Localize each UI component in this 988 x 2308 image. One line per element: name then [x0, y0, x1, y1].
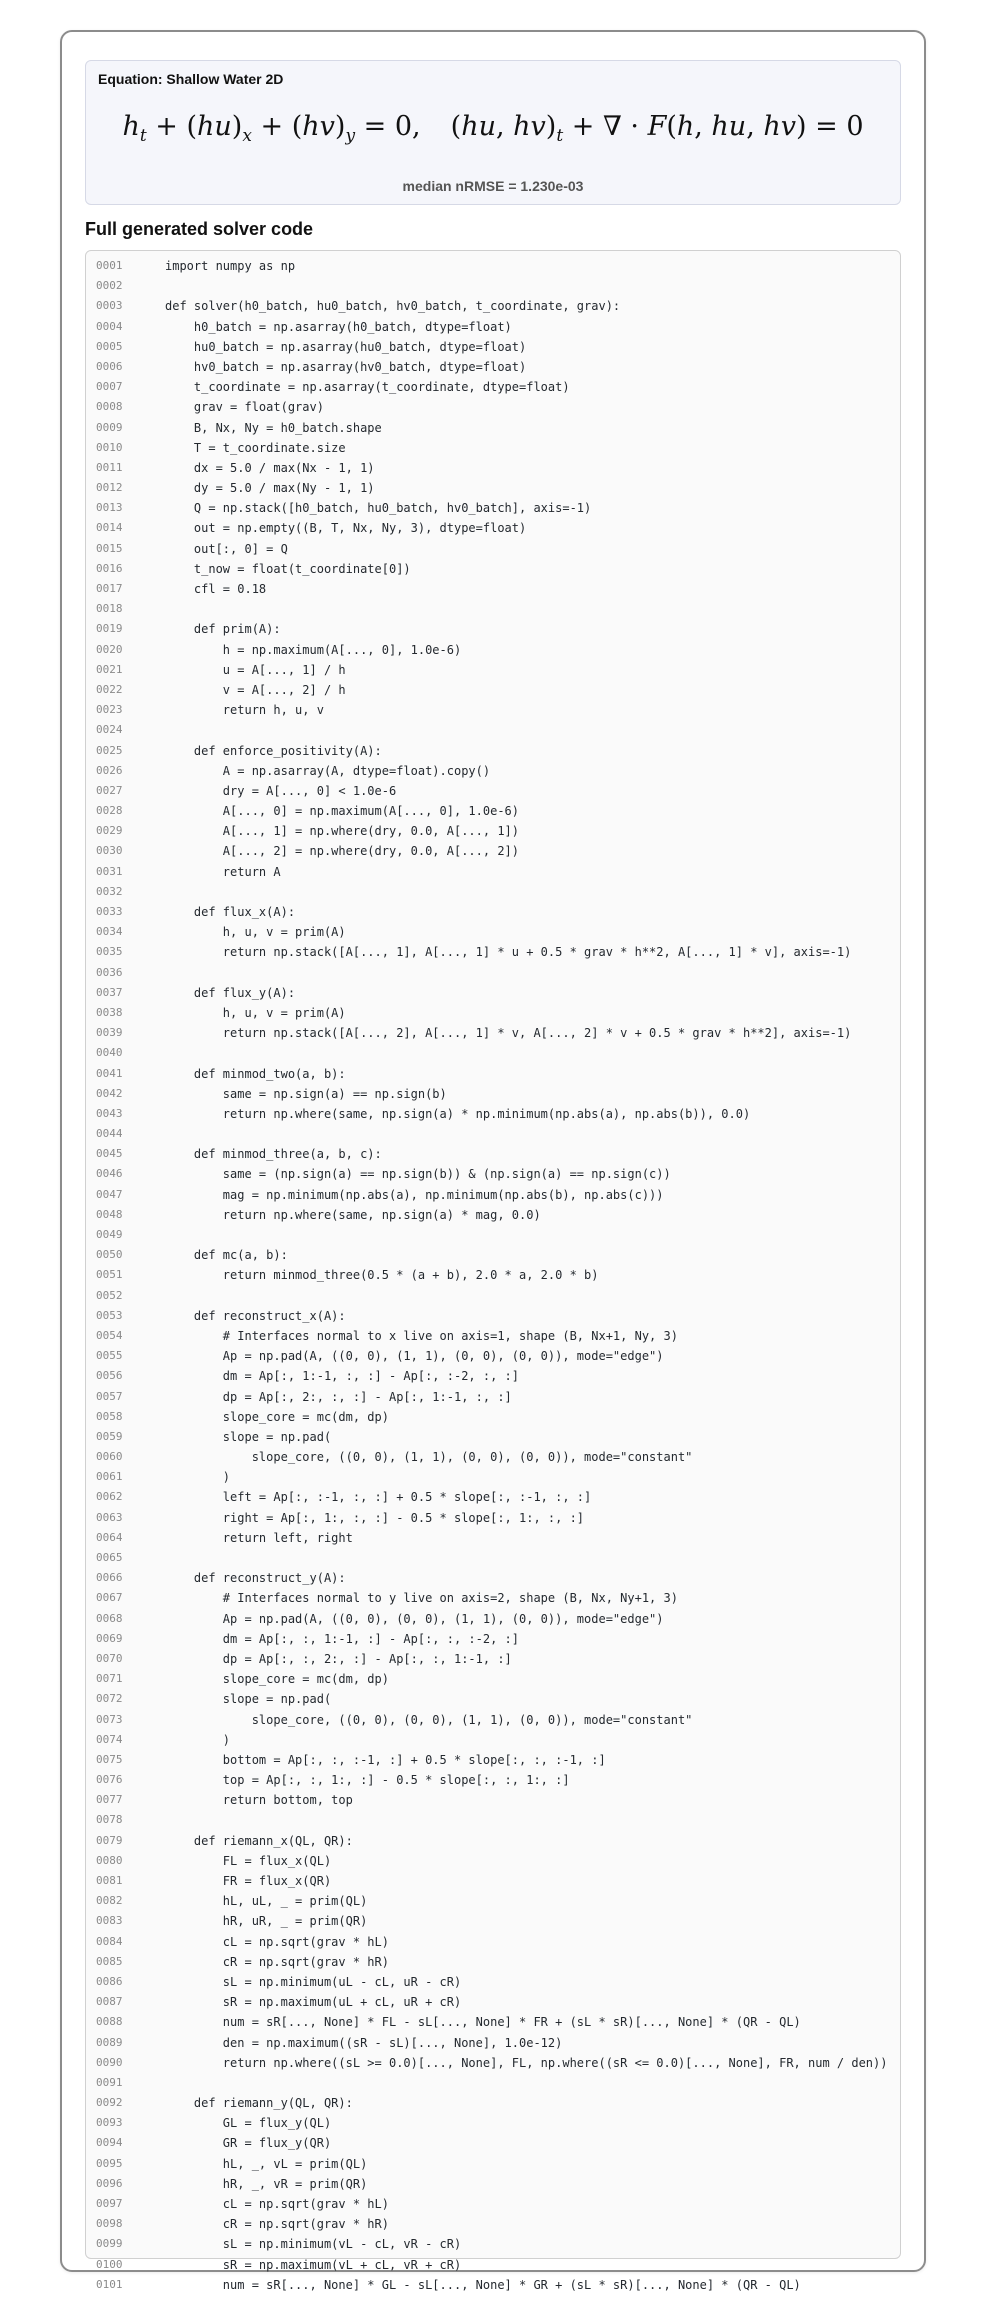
- line-number: 0066: [96, 1571, 123, 1585]
- code-line: [86, 1124, 900, 1144]
- line-number: 0058: [96, 1409, 123, 1423]
- line-number: 0035: [96, 945, 123, 959]
- code-text: FL = flux_x(QL): [165, 1853, 332, 1868]
- line-number: 0001: [96, 259, 123, 272]
- code-line: [86, 1669, 900, 1689]
- code-text: return left, right: [165, 1530, 353, 1545]
- code-line: [86, 1144, 900, 1164]
- code-text: # Interfaces normal to x live on axis=1, shape (B, Nx+1, Ny, 3): [165, 1328, 678, 1343]
- code-line: [86, 1548, 900, 1568]
- code-line: [86, 317, 900, 337]
- code-text: Ap = np.pad(A, ((0, 0), (1, 1), (0, 0), (0, 0)), mode="edge"): [165, 1349, 664, 1364]
- line-number: 0014: [96, 521, 123, 535]
- code-text: GL = flux_y(QL): [165, 2116, 332, 2131]
- code-line: [86, 2154, 900, 2174]
- line-number: 0031: [96, 864, 123, 878]
- line-number: 0091: [96, 2075, 123, 2089]
- code-line: [86, 2174, 900, 2194]
- line-number: 0018: [96, 602, 123, 616]
- line-number: 0039: [96, 1026, 123, 1040]
- line-number: 0032: [96, 884, 123, 898]
- code-text: T = t_coordinate.size: [165, 440, 346, 455]
- line-number: 0024: [96, 723, 123, 737]
- line-number: 0080: [96, 1853, 123, 1867]
- code-text: Q = np.stack([h0_batch, hu0_batch, hv0_batch], axis=-1): [165, 501, 592, 516]
- line-number: 0011: [96, 460, 123, 474]
- code-line: [86, 1447, 900, 1467]
- line-number: 0085: [96, 1954, 123, 1968]
- code-line: [86, 1185, 900, 1205]
- code-text: cfl = 0.18: [165, 582, 267, 596]
- line-number: 0082: [96, 1894, 123, 1908]
- line-number: 0071: [96, 1672, 123, 1686]
- code-text: top = Ap[:, :, 1:, :] - 0.5 * slope[:, :, 1:, :]: [165, 1773, 570, 1788]
- code-text: u = A[..., 1] / h: [165, 662, 346, 677]
- code-line: [86, 397, 900, 417]
- code-line: [86, 1588, 900, 1608]
- code-text: A[..., 2] = np.where(dry, 0.0, A[..., 2]): [165, 844, 520, 859]
- code-line: [86, 1730, 900, 1750]
- code-line: [86, 741, 900, 761]
- code-line: [86, 1346, 900, 1366]
- equation-title: Equation: Shallow Water 2D: [98, 71, 284, 87]
- code-line: [86, 1306, 900, 1326]
- line-number: 0040: [96, 1046, 123, 1060]
- code-line: [86, 478, 900, 498]
- code-line: [86, 1972, 900, 1992]
- code-line: [86, 640, 900, 660]
- code-text: hv0_batch = np.asarray(hv0_batch, dtype=float): [165, 359, 527, 374]
- code-line: [86, 1467, 900, 1487]
- line-number: 0020: [96, 642, 123, 656]
- line-number: 0097: [96, 2197, 123, 2210]
- solver-card: [60, 30, 926, 2292]
- code-line: [86, 2012, 900, 2032]
- code-line: [86, 1871, 900, 1891]
- code-text: slope_core = mc(dm, dp): [165, 1672, 389, 1687]
- code-line: [86, 1366, 900, 1386]
- code-line: [86, 518, 900, 538]
- code-text: cL = np.sqrt(grav * hL): [165, 2197, 389, 2211]
- code-line: [86, 1770, 900, 1790]
- code-text: dy = 5.0 / max(Ny - 1, 1): [165, 481, 375, 496]
- code-line: [86, 1387, 900, 1407]
- code-line: [86, 438, 900, 458]
- code-text: slope_core = mc(dm, dp): [165, 1409, 389, 1424]
- line-number: 0008: [96, 400, 123, 414]
- code-line: [86, 2133, 900, 2153]
- line-number: 0089: [96, 2035, 123, 2049]
- code-line: [86, 1609, 900, 1629]
- code-text: hR, uR, _ = prim(QR): [165, 1914, 368, 1929]
- line-number: 0009: [96, 420, 123, 434]
- line-number: 0055: [96, 1349, 123, 1363]
- line-number: 0002: [96, 279, 123, 293]
- code-text: def minmod_three(a, b, c):: [165, 1147, 382, 1162]
- line-number: 0016: [96, 561, 123, 575]
- code-line: [86, 1326, 900, 1346]
- line-number: 0052: [96, 1288, 123, 1302]
- code-line: [86, 1245, 900, 1265]
- line-number: 0044: [96, 1127, 123, 1141]
- line-number: 0004: [96, 319, 123, 333]
- code-text: sL = np.minimum(uL - cL, uR - cR): [165, 1974, 462, 1989]
- line-number: 0043: [96, 1106, 123, 1120]
- code-line: [86, 1064, 900, 1084]
- code-text: out[:, 0] = Q: [165, 541, 288, 556]
- code-line: [86, 2073, 900, 2093]
- line-number: 0060: [96, 1450, 123, 1464]
- code-line: [86, 1407, 900, 1427]
- code-line: [86, 1689, 900, 1709]
- code-line: [86, 942, 900, 962]
- code-line: [86, 1911, 900, 1931]
- code-line: [86, 2214, 900, 2234]
- code-text: return bottom, top: [165, 1793, 353, 1808]
- line-number: 0022: [96, 682, 123, 696]
- code-text: return np.where(same, np.sign(a) * mag, 0.0): [165, 1207, 541, 1222]
- line-number: 0084: [96, 1934, 123, 1948]
- line-number: 0034: [96, 925, 123, 939]
- line-number: 0036: [96, 965, 123, 979]
- line-number: 0010: [96, 440, 123, 454]
- code-text: h = np.maximum(A[..., 0], 1.0e-6): [165, 642, 462, 657]
- code-block[interactable]: [85, 250, 901, 2292]
- line-number: 0057: [96, 1389, 123, 1403]
- code-text: def riemann_y(QL, QR):: [165, 2096, 353, 2111]
- code-line: [86, 458, 900, 478]
- code-line: [86, 1851, 900, 1871]
- code-text: t_now = float(t_coordinate[0]): [165, 561, 411, 576]
- code-text: dp = Ap[:, :, 2:, :] - Ap[:, :, 1:-1, :]: [165, 1651, 512, 1666]
- line-number: 0072: [96, 1692, 123, 1706]
- code-line: [86, 1003, 900, 1023]
- code-text: hu0_batch = np.asarray(hu0_batch, dtype=float): [165, 339, 527, 354]
- line-number: 0088: [96, 2015, 123, 2029]
- code-line: [86, 1649, 900, 1669]
- line-number: 0077: [96, 1793, 123, 1807]
- code-text: return np.where((sL >= 0.0)[..., None], FL, np.where((sR <= 0.0)[..., None], FR, num / den)): [165, 2055, 888, 2070]
- code-line: [86, 498, 900, 518]
- metric-label: median nRMSE = 1.230e-03: [402, 178, 584, 194]
- line-number: 0048: [96, 1207, 123, 1221]
- code-line: [86, 296, 900, 316]
- code-text: cL = np.sqrt(grav * hL): [165, 1934, 389, 1949]
- code-text: Ap = np.pad(A, ((0, 0), (0, 0), (1, 1), (0, 0)), mode="edge"): [165, 1611, 664, 1626]
- line-number: 0059: [96, 1429, 123, 1443]
- line-number: 0051: [96, 1268, 123, 1282]
- code-text: hR, _, vR = prim(QR): [165, 2176, 368, 2191]
- line-number: 0038: [96, 1005, 123, 1019]
- line-number: 0093: [96, 2116, 123, 2130]
- code-text: dm = Ap[:, 1:-1, :, :] - Ap[:, :-2, :, :]: [165, 1369, 520, 1384]
- code-text: h, u, v = prim(A): [165, 1005, 346, 1020]
- code-text: cR = np.sqrt(grav * hR): [165, 2217, 389, 2232]
- code-line: [86, 377, 900, 397]
- line-number: 0095: [96, 2156, 123, 2170]
- code-line: [86, 1629, 900, 1649]
- code-line: [86, 781, 900, 801]
- code-line: [86, 1508, 900, 1528]
- code-line: [86, 862, 900, 882]
- code-text: def prim(A):: [165, 622, 281, 637]
- code-text: def minmod_two(a, b):: [165, 1066, 346, 1081]
- line-number: 0012: [96, 481, 123, 495]
- line-number: 0028: [96, 804, 123, 818]
- code-text: left = Ap[:, :-1, :, :] + 0.5 * slope[:, :-1, :, :]: [165, 1490, 592, 1505]
- line-number: 0019: [96, 622, 123, 636]
- code-text: out = np.empty((B, T, Nx, Ny, 3), dtype=float): [165, 521, 527, 536]
- code-line: [86, 1427, 900, 1447]
- code-line: [86, 619, 900, 639]
- code-text: FR = flux_x(QR): [165, 1874, 332, 1888]
- code-line: [86, 1891, 900, 1911]
- line-number: 0042: [96, 1086, 123, 1100]
- line-number: 0068: [96, 1611, 123, 1625]
- line-number: 0056: [96, 1369, 123, 1383]
- code-text: def flux_y(A):: [165, 985, 296, 1000]
- line-number: 0053: [96, 1308, 123, 1322]
- code-text: slope = np.pad(: [165, 1429, 332, 1444]
- code-line: [86, 1790, 900, 1810]
- code-text: # Interfaces normal to y live on axis=2, shape (B, Nx, Ny+1, 3): [165, 1591, 678, 1606]
- line-number: 0049: [96, 1228, 123, 1241]
- line-number: 0047: [96, 1187, 123, 1201]
- code-line: [86, 2093, 900, 2113]
- code-text: def solver(h0_batch, hu0_batch, hv0_batch, t_coordinate, grav):: [165, 299, 621, 314]
- code-line: [86, 801, 900, 821]
- code-line: [86, 1286, 900, 1306]
- code-line: [86, 660, 900, 680]
- line-number: 0069: [96, 1631, 123, 1645]
- code-text: sR = np.maximum(vL + cL, vR + cR): [165, 2257, 462, 2272]
- code-line: [86, 418, 900, 438]
- code-line: [86, 599, 900, 619]
- code-line: [86, 680, 900, 700]
- code-line: [86, 579, 900, 599]
- code-text: return np.stack([A[..., 1], A[..., 1] * u + 0.5 * grav * h**2, A[..., 1] * v], axis=-1): [165, 945, 852, 960]
- code-text: A[..., 1] = np.where(dry, 0.0, A[..., 1]): [165, 824, 520, 839]
- code-text: def riemann_x(QL, QR):: [165, 1833, 353, 1848]
- code-text: cR = np.sqrt(grav * hR): [165, 1954, 389, 1969]
- code-line: [86, 902, 900, 922]
- line-number: 0007: [96, 380, 123, 394]
- code-text: dry = A[..., 0] < 1.0e-6: [165, 783, 397, 798]
- line-number: 0005: [96, 339, 123, 353]
- line-number: 0006: [96, 359, 123, 373]
- code-line: [86, 1710, 900, 1730]
- line-number: 0070: [96, 1651, 123, 1665]
- code-text: slope = np.pad(: [165, 1692, 332, 1707]
- line-number: 0013: [96, 501, 123, 515]
- code-line: [86, 256, 900, 276]
- code-line: [86, 1043, 900, 1063]
- line-number: 0061: [96, 1470, 123, 1484]
- code-line: [86, 1750, 900, 1770]
- line-number: 0026: [96, 763, 123, 777]
- line-number: 0094: [96, 2136, 123, 2150]
- line-number: 0065: [96, 1551, 123, 1564]
- code-text: dp = Ap[:, 2:, :, :] - Ap[:, 1:-1, :, :]: [165, 1389, 512, 1404]
- code-line: [86, 1164, 900, 1184]
- code-line: [86, 1205, 900, 1225]
- line-number: 0086: [96, 1974, 123, 1988]
- line-number: 0078: [96, 1813, 123, 1827]
- code-text: A = np.asarray(A, dtype=float).copy(): [165, 763, 491, 778]
- code-text: same = np.sign(a) == np.sign(b): [165, 1086, 447, 1101]
- line-number: 0062: [96, 1490, 123, 1504]
- code-text: slope_core, ((0, 0), (1, 1), (0, 0), (0, 0)), mode="constant": [165, 1450, 693, 1465]
- code-line: [86, 2033, 900, 2053]
- code-line: [86, 559, 900, 579]
- section-heading: Full generated solver code: [85, 219, 314, 239]
- code-text: h0_batch = np.asarray(h0_batch, dtype=float): [165, 319, 512, 334]
- code-text: same = (np.sign(a) == np.sign(b)) & (np.sign(a) == np.sign(c)): [165, 1167, 671, 1182]
- line-number: 0015: [96, 541, 123, 555]
- code-line: [86, 2053, 900, 2073]
- line-number: 0050: [96, 1248, 123, 1262]
- line-number: 0033: [96, 905, 123, 918]
- line-number: 0025: [96, 743, 123, 757]
- code-line: [86, 1831, 900, 1851]
- line-number: 0096: [96, 2176, 123, 2190]
- line-number: 0017: [96, 582, 123, 595]
- code-text: return A: [165, 864, 281, 879]
- code-line: [86, 2255, 900, 2275]
- equation-panel: [85, 60, 901, 205]
- code-text: t_coordinate = np.asarray(t_coordinate, dtype=float): [165, 380, 570, 395]
- code-text: sR = np.maximum(uL + cL, uR + cR): [165, 1995, 462, 2010]
- line-number: 0045: [96, 1147, 123, 1161]
- code-text: den = np.maximum((sR - sL)[..., None], 1.0e-12): [165, 2035, 563, 2050]
- code-text: grav = float(grav): [165, 400, 324, 415]
- code-text: sL = np.minimum(vL - cL, vR - cR): [165, 2237, 462, 2252]
- line-number: 0027: [96, 783, 123, 797]
- code-line: [86, 1992, 900, 2012]
- code-line: [86, 761, 900, 781]
- line-number: 0099: [96, 2237, 123, 2251]
- code-line: [86, 1932, 900, 1952]
- code-line: [86, 983, 900, 1003]
- code-line: [86, 1568, 900, 1588]
- code-text: h, u, v = prim(A): [165, 925, 346, 940]
- code-line: [86, 720, 900, 740]
- code-text: right = Ap[:, 1:, :, :] - 0.5 * slope[:, 1:, :, :]: [165, 1510, 585, 1525]
- code-text: def reconstruct_x(A):: [165, 1308, 346, 1323]
- code-line: [86, 2275, 900, 2295]
- code-text: return h, u, v: [165, 703, 324, 718]
- code-text: return np.stack([A[..., 2], A[..., 1] * v, A[..., 2] * v + 0.5 * grav * h**2], axis=-1): [165, 1026, 852, 1041]
- line-number: 0075: [96, 1752, 123, 1766]
- code-text: dx = 5.0 / max(Nx - 1, 1): [165, 460, 375, 475]
- line-number: 0100: [96, 2257, 123, 2271]
- code-text: A[..., 0] = np.maximum(A[..., 0], 1.0e-6): [165, 804, 520, 819]
- line-number: 0101: [96, 2277, 123, 2291]
- code-line: [86, 700, 900, 720]
- code-text: num = sR[..., None] * GL - sL[..., None] * GR + (sL * sR)[..., None] * (QR - QL): [165, 2277, 801, 2292]
- code-line: [86, 2194, 900, 2214]
- line-number: 0067: [96, 1591, 123, 1605]
- code-line: [86, 1528, 900, 1548]
- code-text: mag = np.minimum(np.abs(a), np.minimum(np.abs(b), np.abs(c))): [165, 1187, 664, 1202]
- line-number: 0003: [96, 299, 123, 313]
- code-line: [86, 1225, 900, 1245]
- code-text: B, Nx, Ny = h0_batch.shape: [165, 420, 382, 435]
- line-number: 0079: [96, 1833, 123, 1847]
- line-number: 0076: [96, 1773, 123, 1787]
- code-text: num = sR[..., None] * FL - sL[..., None] * FR + (sL * sR)[..., None] * (QR - QL): [165, 2015, 801, 2030]
- line-number: 0064: [96, 1530, 123, 1544]
- code-line: [86, 922, 900, 942]
- line-number: 0046: [96, 1167, 123, 1181]
- line-number: 0098: [96, 2217, 123, 2231]
- code-text: ): [165, 1470, 231, 1485]
- line-number: 0030: [96, 844, 123, 858]
- code-text: return np.where(same, np.sign(a) * np.minimum(np.abs(a), np.abs(b)), 0.0): [165, 1106, 751, 1121]
- code-text: def mc(a, b):: [165, 1248, 288, 1263]
- line-number: 0090: [96, 2055, 123, 2069]
- line-number: 0029: [96, 824, 123, 838]
- line-number: 0087: [96, 1995, 123, 2009]
- line-number: 0083: [96, 1914, 123, 1928]
- line-number: 0023: [96, 703, 123, 717]
- code-text: dm = Ap[:, :, 1:-1, :] - Ap[:, :, :-2, :]: [165, 1631, 520, 1646]
- code-line: [86, 1084, 900, 1104]
- code-text: hL, uL, _ = prim(QL): [165, 1894, 368, 1909]
- code-lines: [86, 256, 900, 2295]
- code-text: def reconstruct_y(A):: [165, 1571, 346, 1586]
- code-line: [86, 337, 900, 357]
- line-number: 0054: [96, 1328, 123, 1342]
- code-text: slope_core, ((0, 0), (0, 0), (1, 1), (0, 0)), mode="constant": [165, 1712, 693, 1727]
- line-number: 0092: [96, 2096, 123, 2110]
- code-line: [86, 539, 900, 559]
- line-number: 0041: [96, 1066, 123, 1080]
- code-text: v = A[..., 2] / h: [165, 682, 346, 697]
- code-line: [86, 357, 900, 377]
- code-line: [86, 1023, 900, 1043]
- code-text: def flux_x(A):: [165, 905, 296, 919]
- line-number: 0037: [96, 985, 123, 999]
- code-line: [86, 276, 900, 296]
- code-line: [86, 1265, 900, 1285]
- code-line: [86, 1810, 900, 1830]
- code-text: ): [165, 1732, 231, 1747]
- code-text: GR = flux_y(QR): [165, 2136, 332, 2151]
- code-line: [86, 1104, 900, 1124]
- code-text: hL, _, vL = prim(QL): [165, 2156, 368, 2171]
- line-number: 0021: [96, 662, 123, 676]
- code-text: import numpy as np: [165, 259, 296, 273]
- code-line: [86, 841, 900, 861]
- code-line: [86, 963, 900, 983]
- code-line: [86, 1487, 900, 1507]
- line-number: 0073: [96, 1712, 123, 1726]
- code-line: [86, 2113, 900, 2133]
- equation-formula: $h_t + (hu)_x + (hv)_y = 0$, (hu, $hv)_t$ + ∇ · F(h, hu, hv) = 0: [122, 111, 864, 146]
- line-number: 0074: [96, 1732, 123, 1746]
- code-line: [86, 1952, 900, 1972]
- code-line: [86, 821, 900, 841]
- code-text: return minmod_three(0.5 * (a + b), 2.0 * a, 2.0 * b): [165, 1268, 599, 1283]
- line-number: 0063: [96, 1510, 123, 1524]
- line-number: 0081: [96, 1874, 123, 1887]
- code-text: def enforce_positivity(A):: [165, 743, 382, 758]
- code-line: [86, 2234, 900, 2254]
- code-line: [86, 882, 900, 902]
- code-text: bottom = Ap[:, :, :-1, :] + 0.5 * slope[:, :, :-1, :]: [165, 1752, 606, 1767]
